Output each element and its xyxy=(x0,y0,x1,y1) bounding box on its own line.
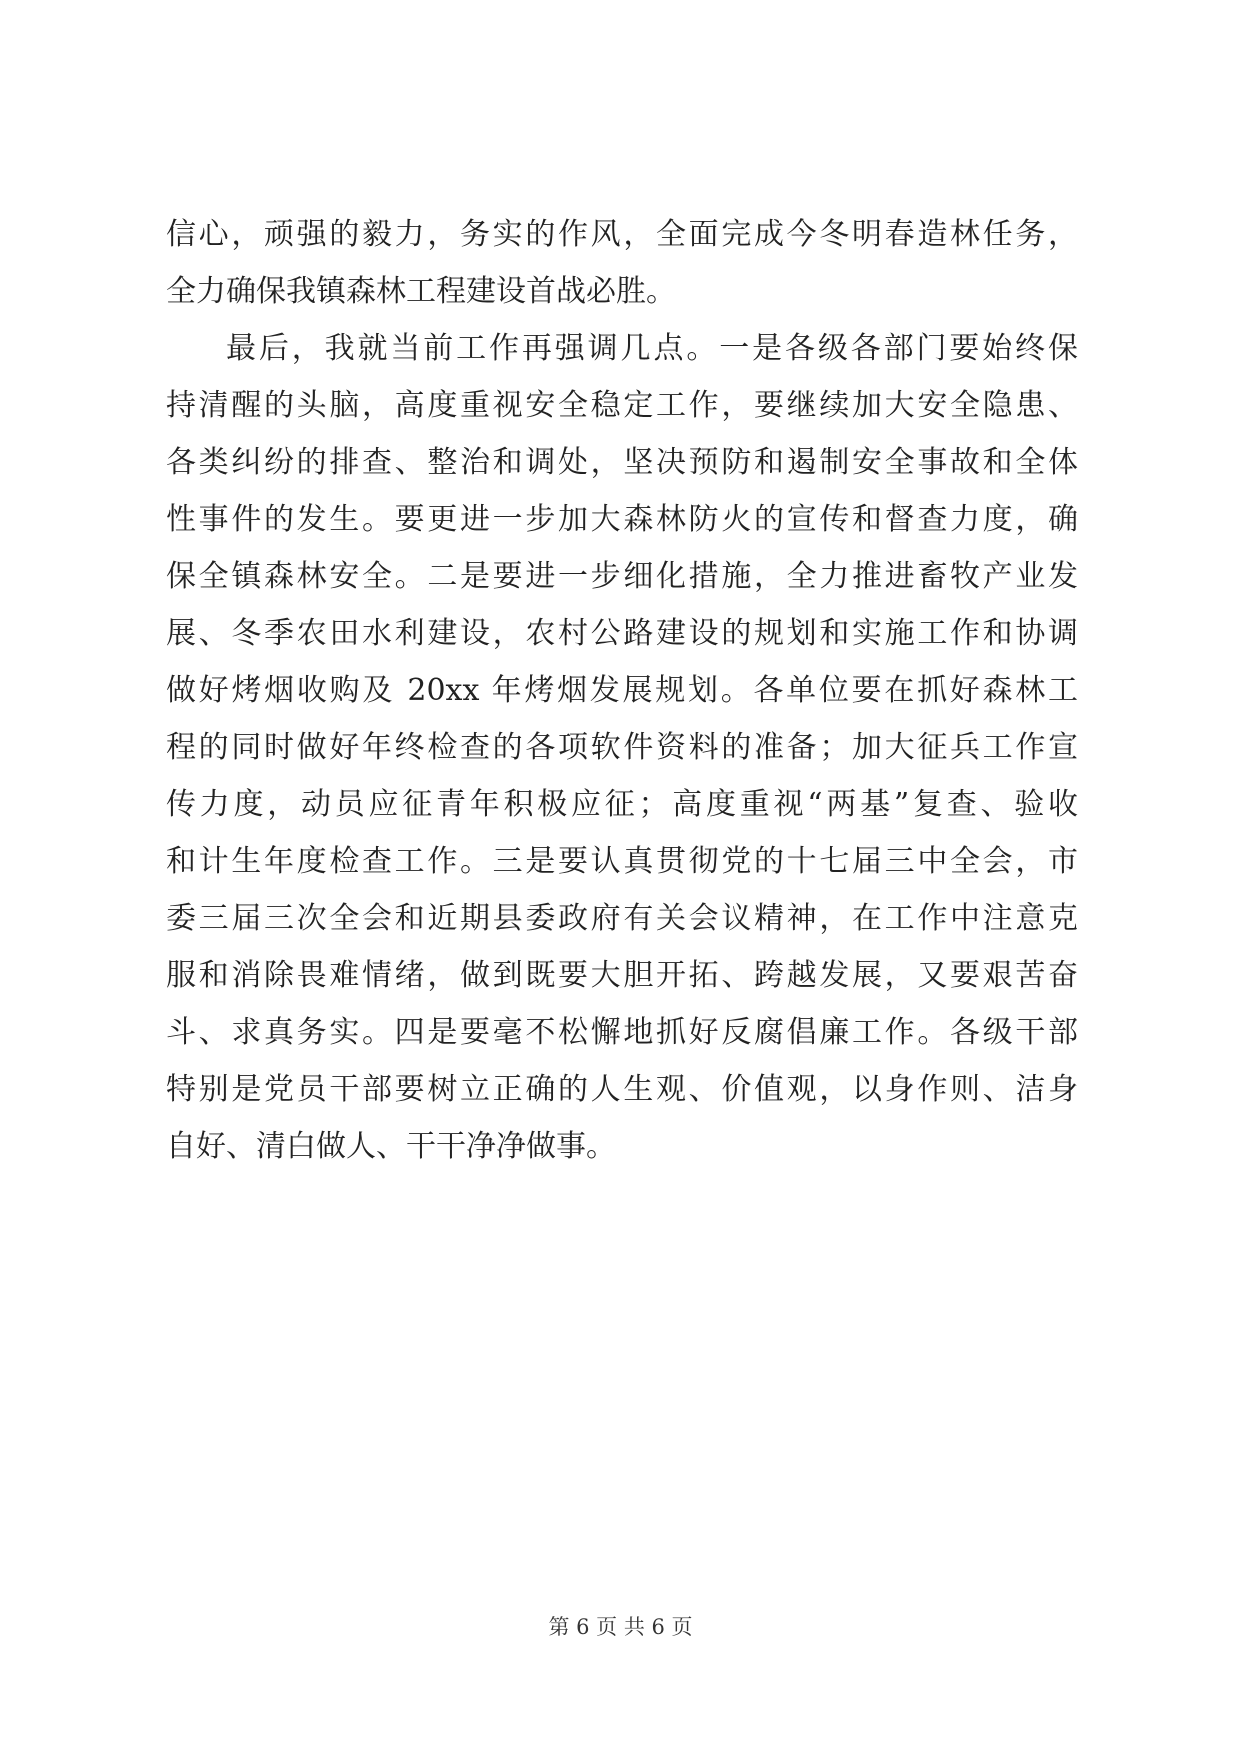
text-line: 保全镇森林安全。二是要进一步细化措施，全力推进畜牧产业发 xyxy=(166,559,1078,594)
text-line: 做好烤烟收购及 20xx 年烤烟发展规划。各单位要在抓好森林工 xyxy=(166,673,1078,708)
text-line: 最后，我就当前工作再强调几点。一是各级各部门要始终保 xyxy=(226,331,1078,366)
text-line: 委三届三次全会和近期县委政府有关会议精神，在工作中注意克 xyxy=(166,901,1078,936)
text-line: 服和消除畏难情绪，做到既要大胆开拓、跨越发展，又要艰苦奋 xyxy=(166,958,1078,993)
page-footer xyxy=(0,1612,1241,1642)
text-line: 斗、求真务实。四是要毫不松懈地抓好反腐倡廉工作。各级干部 xyxy=(166,1015,1078,1050)
text-line: 和计生年度检查工作。三是要认真贯彻党的十七届三中全会，市 xyxy=(166,844,1078,879)
text-line: 程的同时做好年终检查的各项软件资料的准备；加大征兵工作宣 xyxy=(166,730,1078,765)
document-body xyxy=(166,206,1078,1175)
text-line: 自好、清白做人、干干净净做事。 xyxy=(166,1129,616,1164)
text-line: 传力度，动员应征青年积极应征；高度重视“两基”复查、验收 xyxy=(166,787,1078,822)
paragraph-continuation xyxy=(166,206,1078,320)
text-line: 持清醒的头脑，高度重视安全稳定工作，要继续加大安全隐患、 xyxy=(166,388,1078,423)
text-line: 信心，顽强的毅力，务实的作风，全面完成今冬明春造林任务， xyxy=(166,217,1078,252)
text-line: 性事件的发生。要更进一步加大森林防火的宣传和督查力度，确 xyxy=(166,502,1078,537)
page-number: 第 6 页 共 6 页 xyxy=(548,1615,693,1639)
text-line: 展、冬季农田水利建设，农村公路建设的规划和实施工作和协调 xyxy=(166,616,1078,651)
text-line: 全力确保我镇森林工程建设首战必胜。 xyxy=(166,274,676,309)
text-line: 各类纠纷的排查、整治和调处，坚决预防和遏制安全事故和全体 xyxy=(166,445,1078,480)
paragraph-closing-remarks xyxy=(166,320,1078,1175)
text-line: 特别是党员干部要树立正确的人生观、价值观，以身作则、洁身 xyxy=(166,1072,1078,1107)
